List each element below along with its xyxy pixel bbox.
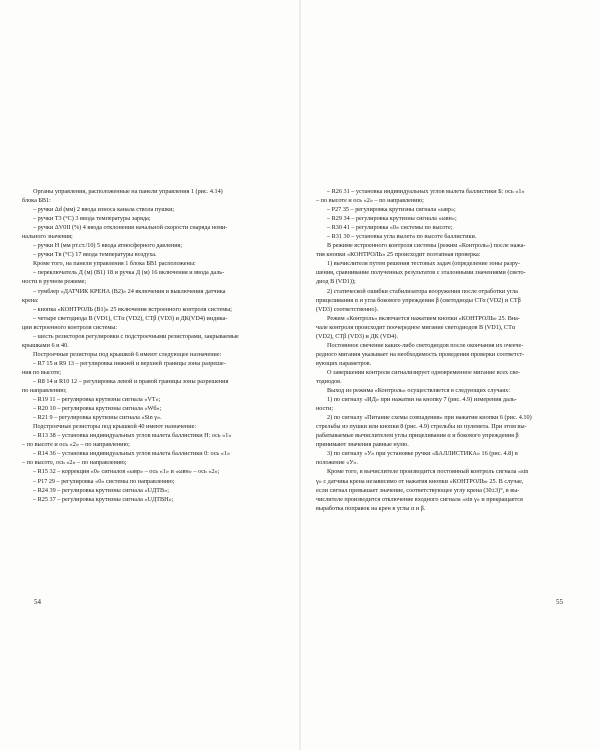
left-line: ности в ручном режиме;	[22, 278, 87, 286]
left-line: Построечные резисторы под крышкой 6 имеют следующее назначение:	[33, 350, 222, 358]
left-line: – R20 10 – регулировка крутизны сигнала «Wб»;	[33, 405, 162, 413]
left-line: Кроме того, на панели управления 1 блока БВ1 расположены:	[33, 260, 196, 268]
left-line: – по высоте, ось «2» – по направлению;	[22, 459, 127, 467]
left-line: – ручки ΔV0II (%) 4 ввода отклонения начальной скорости снаряда номи-	[33, 224, 228, 232]
left-line: крена:	[22, 296, 39, 304]
right-line: вующих параметров.	[316, 359, 372, 367]
right-line: Кроме того, в вычислителе производится постоянный контроль сигнала «sin	[327, 468, 529, 476]
left-line: – R21 9 – регулировка крутизны сигнала «Sin γ».	[33, 414, 162, 422]
right-line: – R30 41 – регулировка «0» системы по высоте;	[327, 224, 453, 232]
right-line: чале контроля происходит поочередное мигание светодиодов В (VD1), CTα	[316, 323, 516, 331]
right-line: – по высоте и ось «2» – по направлению;	[316, 197, 424, 205]
right-line: положение «У».	[316, 459, 358, 467]
left-line: – четыре светодиода В (VD1), CTα (VD2), CTβ (VD3) и ДК(VD4) индика-	[33, 314, 228, 322]
right-line: – R26 31 – установка индивидуальных углов вылета баллистики Б: ось «1»	[327, 188, 525, 195]
right-line: выработка поправок на крен в углы α и β.	[316, 504, 426, 512]
left-page-text	[22, 187, 277, 504]
left-line: крышками 6 и 40.	[22, 341, 69, 349]
right-line: – R29 34 – регулировка крутизны сигнала «ωвн»;	[327, 215, 457, 223]
right-line: 3) по сигналу «У» при установке ручки «БАЛЛИСТИКА» 16 (рис. 4.8) в	[327, 450, 518, 458]
left-line: – P17 29 – регулировка «0» системы по направлению;	[33, 477, 175, 485]
right-line: ности;	[316, 405, 334, 413]
left-line: по направлению;	[22, 387, 67, 395]
right-line: если сигнал превышает значение, соответствующее углу крена (30±3)°, в вы-	[316, 486, 520, 494]
left-line: – R25 37 – регулировка крутизны сигнала «UДТВН»;	[33, 495, 174, 503]
right-line: Выход из режима «Контроль» осуществляется в следующих случаях:	[327, 387, 510, 395]
left-line: – ручки T3 (°C) 3 ввода температуры заряда;	[33, 215, 151, 223]
right-line: (VD3) соответственно).	[316, 305, 379, 313]
right-line: стрельбы из пушки или кнопки 8 (рис. 4.9) стрельбы из пулемета. При этом вы-	[316, 423, 527, 431]
left-line: – кнопка «КОНТРОЛЬ (В1)» 25 включения встроенного контроля системы;	[33, 305, 232, 313]
left-line: – R13 38 – установка индивидуальных углов вылета баллистики Н: ось «1»	[33, 432, 232, 440]
left-line: ния по высоте;	[22, 368, 61, 376]
right-line: О завершении контроля сигнализирует одновременное мигание всех све-	[327, 368, 521, 376]
left-line: ции встроенного контроля системы:	[22, 323, 118, 331]
right-line: тодиодов.	[316, 377, 342, 385]
right-page-number: 55	[556, 598, 563, 606]
right-line: числителе производится отключение входного сигнала «sin γ» и прекращается	[316, 495, 523, 503]
left-line: – R7 15 и R9 13 – регулировка нижней и верхней границы зоны разреше-	[33, 359, 226, 367]
left-line: – по высоте и ось «2» – по направлению;	[22, 441, 130, 449]
left-line: – ручки Δd (мм) 2 ввода износа канала ствола пушки;	[33, 206, 175, 214]
right-line: γ» с датчика крена независимо от нажатия кнопки «КОНТРОЛЬ» 25. В случае,	[316, 477, 524, 485]
left-line: Подстроечные резисторы под крышкой 40 имеют назначение:	[33, 423, 197, 431]
left-line: блока БВ1:	[22, 197, 51, 205]
left-line: – тумблер «ДАТЧИК КРЕНА (В2)» 24 включения и выключения датчика	[33, 287, 226, 295]
right-line: Режим «Контроль» включается нажатием кнопки «КОНТРОЛЬ» 25. Вна-	[327, 314, 520, 322]
right-line: редного мигания указывает на необходимость проведения проверки соответст-	[316, 350, 525, 358]
left-line: – R14 36 – установка индивидуальных углов вылета баллистики 0: ось «1»	[33, 450, 231, 458]
right-line: прицеливания α и угла бокового упреждения β (светодиоды CTα (VD2) и CTβ	[316, 296, 521, 304]
left-line: – ручки H (мм рт.ст./10) 5 ввода атмосферного давления;	[33, 242, 183, 250]
left-line: Органы управления, расположенные на панели управления 1 (рис. 4.14)	[33, 188, 223, 195]
left-page-number: 54	[34, 598, 41, 606]
right-line: рабатываемые вычислителем углы прицеливания α и бокового упреждения β	[316, 432, 519, 440]
left-line: – R19 11 – регулировка крутизны сигнала «VT»;	[33, 396, 161, 404]
right-line: – P27 35 – регулировка крутизны сигнала «ωвр»;	[327, 206, 456, 214]
right-line: В режиме встроенного контроля системы (режим «Контроль») после нажа-	[327, 242, 526, 250]
left-line: – переключатель Д (м) (В1) 18 и ручка Д (м) 16 включения и ввода даль-	[33, 269, 225, 277]
right-line: (VD2), CTβ (VD3) и ДК (VD4).	[316, 332, 398, 340]
right-page-text	[316, 187, 576, 513]
right-line: принимают значения равные нулю.	[316, 441, 409, 449]
left-line: – шесть резисторов регулировки с подстроечными резисторами, закрываемые	[33, 332, 239, 340]
right-line: шения, сравнивание полученных результатов с эталонными значениями (свето-	[316, 269, 526, 277]
right-line: 1) вычислителя путем решения тестовых задач (определение зоны разру-	[327, 260, 521, 268]
left-line: – ручки Tв (°C) 17 ввода температуры воздуха.	[33, 251, 157, 259]
left-line: – R8 14 и R10 12 – регулировка левой и правой границы зоны разрешения	[33, 377, 229, 385]
left-line: – R24 39 – регулировка крутизны сигнала «UДТВ»;	[33, 486, 169, 494]
right-line: тия кнопки «КОНТРОЛЬ» 25 происходит поэтапная проверка:	[316, 251, 481, 259]
page-fold	[299, 0, 301, 750]
right-line: – R31 30 – установка угла вылета по высоте баллистики.	[327, 233, 477, 241]
right-line: 2) по сигналу «Питание схемы совпадения» при нажатии кнопки 6 (рис. 4.10)	[327, 414, 532, 422]
right-line: 2) статической ошибки стабилизатора вооружения после отработки угла	[327, 287, 518, 295]
left-line: – R15 32 – коррекция «0» сигналов «ωвр» – ось «1» и «ωвн» – ось «2»;	[33, 468, 220, 476]
right-line: диод В (VD1));	[316, 278, 356, 286]
right-line: 1) по сигналу «ИД» при нажатии на кнопку 7 (рис. 4.9) измерения даль-	[327, 396, 517, 404]
right-line: Постоянное свечение каких-либо светодиодов после окончания их очеече-	[327, 341, 524, 349]
left-line: нального значения;	[22, 233, 73, 241]
